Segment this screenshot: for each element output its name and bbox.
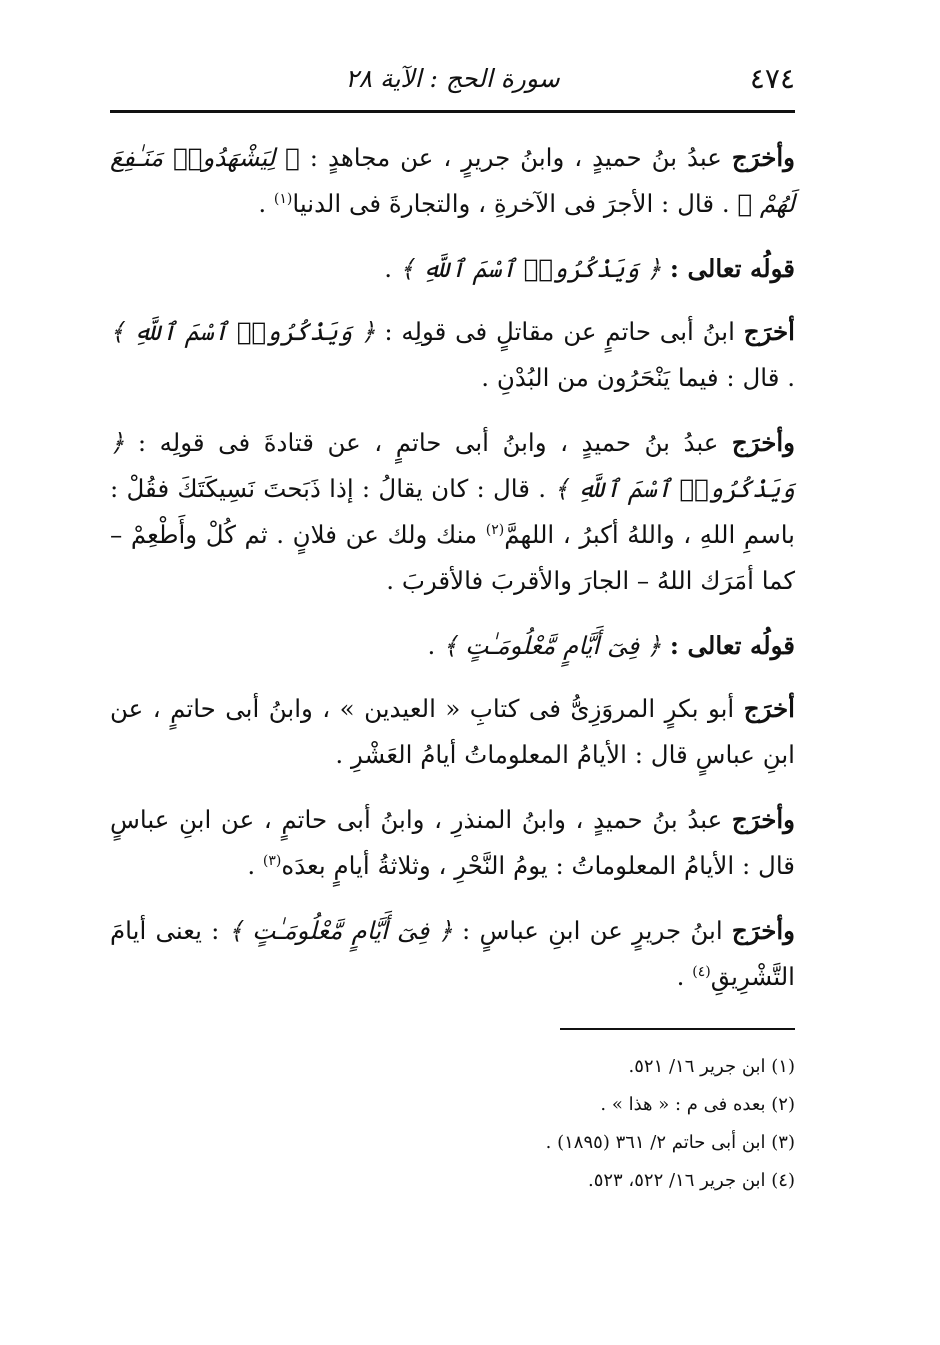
quran-quote: ﴿ وَيَذْكُرُوا۟ ٱسْمَ ٱللَّهِ ﴾ (110, 317, 376, 346)
paragraph-text: ابنُ أبى حاتمٍ عن مقاتلٍ فى قولِه : (375, 317, 744, 346)
running-title: سورة الحج : الآية ٢٨ (345, 64, 560, 93)
paragraph-text: أبو بكرٍ المروَزِىُّ فى كتابِ « العيدين » ، وابنُ أبى حاتمٍ ، عن ابنِ عباسٍ قال : الأيامُ المعلوماتُ أيامُ العَشْرِ . (110, 694, 795, 769)
paragraph-text: عبدُ بنُ حميدٍ ، وابنُ جريرٍ ، عن مجاهدٍ : (299, 143, 732, 172)
page-number: ٤٧٤ (749, 62, 795, 95)
paragraph-text: عبدُ بنُ حميدٍ ، وابنُ المنذرِ ، وابنُ أبى حاتمٍ ، عن ابنِ عباسٍ قال : الأيامُ المعلوماتُ : يومُ النَّحْرِ ، وثلاثةُ أيامٍ بعدَه (110, 805, 795, 880)
running-head (110, 60, 795, 110)
body-text (110, 135, 795, 1000)
header-rule (110, 110, 795, 113)
paragraph-lead: وأخرَج (731, 143, 795, 172)
paragraph-lead: وأخرَج (731, 428, 795, 457)
section-heading (110, 246, 795, 292)
paragraph-muqatil (110, 309, 795, 401)
book-page (110, 60, 795, 1200)
heading-end: . (384, 254, 400, 283)
paragraph-text: منك ولك عن فلانٍ . ثم كُلْ وأَطْعِمْ – كما أمَرَك اللهُ – الجارَ والأقربَ فالأقربَ . (110, 520, 795, 595)
footnote-2: (٢) بعده فى م : « هذا » . (600, 1094, 795, 1115)
quran-quote: ﴿ وَيَذْكُرُوا۟ ٱسْمَ ٱللَّهِ ﴾ (110, 428, 796, 503)
quran-quote: ﴿ لِيَشْهَدُوا۟ مَنَـٰفِعَ لَهُمْ ﴾ (110, 143, 795, 218)
paragraph-lead: أخرَج (743, 317, 795, 346)
paragraph-text: . قال : فيما يَنْحَرُون من البُدْنِ . (481, 363, 795, 392)
footnote-ref[interactable]: (١) (273, 190, 293, 207)
quran-quote: ﴿ فِىٓ أَيَّامٍ مَّعْلُومَـٰتٍ ﴾ (228, 916, 453, 945)
paragraph-text: . قال : كان يقالُ : إذا ذَبَحتَ نَسِيكَتَكَ فقُلْ : باسمِ اللهِ ، واللهُ أكبرُ ، اللهمَّ (110, 474, 796, 549)
paragraph-ibn-al-mundhir (110, 797, 795, 889)
paragraph-text: . (247, 851, 263, 880)
heading-label: قولُه تعالى : (661, 254, 795, 283)
paragraph-lead: أخرَج (743, 694, 795, 723)
footnote-ref[interactable]: (٣) (262, 852, 282, 869)
footnote-4: (٤) ابن جرير ١٦/ ٥٢٢، ٥٢٣. (587, 1170, 795, 1191)
heading-end: . (427, 631, 444, 660)
paragraph-text: : يعنى أيامَ التَّشْرِيقِ (110, 916, 795, 991)
paragraph-lead: وأخرَج (731, 805, 795, 834)
paragraph-mujahid (110, 135, 795, 227)
heading-label: قولُه تعالى : (661, 631, 795, 660)
paragraph-marwazi (110, 686, 795, 778)
paragraph-text: . (258, 189, 274, 218)
footnote-3: (٣) ابن أبى حاتم ٢/ ٣٦١ (١٨٩٥) . (545, 1132, 795, 1153)
quran-quote: ﴿ فِىٓ أَيَّامٍ مَّعْلُومَـٰتٍ ﴾ (443, 631, 662, 660)
paragraph-qatada (110, 420, 795, 604)
footnotes (110, 1048, 795, 1200)
footnote-1: (١) ابن جرير ١٦/ ٥٢١. (628, 1056, 795, 1077)
paragraph-text: ابنُ جريرٍ عن ابنِ عباسٍ : (452, 916, 732, 945)
paragraph-text: . (676, 962, 693, 991)
paragraph-lead: وأخرَج (731, 916, 795, 945)
footnote-ref[interactable]: (٤) (692, 963, 711, 980)
paragraph-ibn-jarir (110, 908, 795, 1000)
footnote-rule (560, 1028, 795, 1030)
footnote-ref[interactable]: (٢) (485, 521, 505, 538)
paragraph-text: . قال : الأجرَ فى الآخرةِ ، والتجارةَ فى الدنيا (292, 189, 738, 218)
section-heading (110, 623, 795, 669)
quran-quote: ﴿ وَيَذْكُرُوا۟ ٱسْمَ ٱللَّهِ ﴾ (399, 254, 662, 283)
paragraph-text: عبدُ بنُ حميدٍ ، وابنُ أبى حاتمٍ ، عن قتادةَ فى قولِه : (124, 428, 732, 457)
